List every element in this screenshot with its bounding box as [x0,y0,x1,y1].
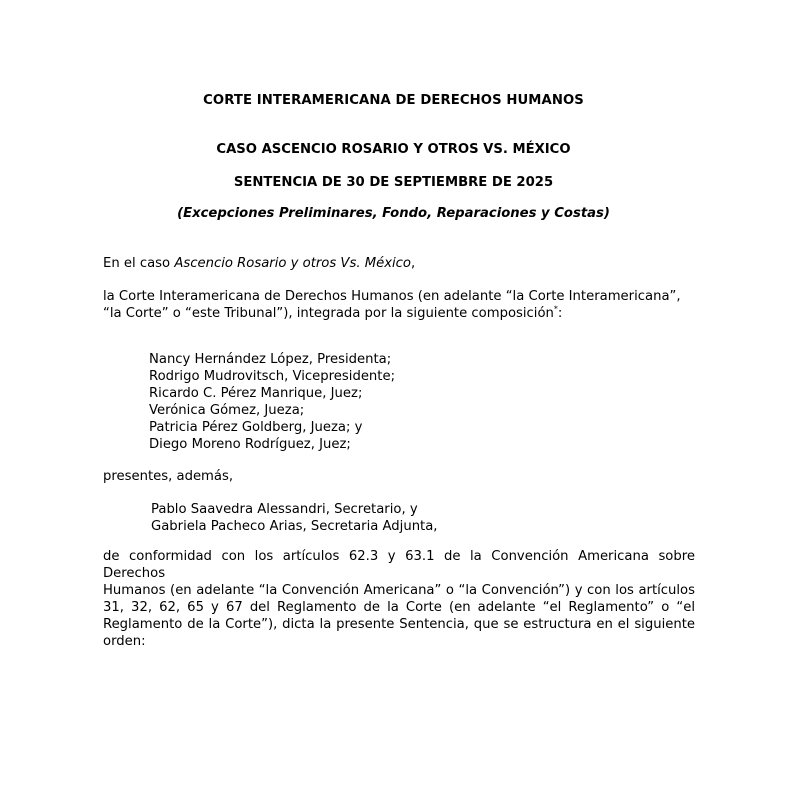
judge-item: Verónica Gómez, Jueza; [149,403,305,418]
conformity-paragraph [103,548,695,650]
conformity-line: Humanos (en adelante “la Convención Americana” o “la Convención”) y con los artículos [103,583,695,598]
judgment-date: SENTENCIA DE 30 DE SEPTIEMBRE DE 2025 [233,175,554,190]
composition-line-1: la Corte Interamericana de Derechos Humanos (en adelante “la Corte Interamericana”, [103,289,681,304]
case-name: Ascencio Rosario y otros Vs. México [174,256,411,271]
secretaries-list [151,501,438,535]
footnote-marker[interactable]: * [553,304,558,314]
case-title: CASO ASCENCIO ROSARIO Y OTROS VS. MÉXICO [216,142,571,157]
judge-item: Nancy Hernández López, Presidenta; [149,352,392,367]
intro-suffix: , [411,256,416,271]
secretary-item: Pablo Saavedra Alessandri, Secretario, y [151,502,418,517]
also-present-text: presentes, además, [103,469,234,484]
composition-paragraph [103,288,695,322]
court-title: CORTE INTERAMERICANA DE DERECHOS HUMANOS [203,93,584,108]
composition-line-2: “la Corte” o “este Tribunal”), integrada por la siguiente composición*: [103,304,563,321]
judges-list [149,351,395,453]
conformity-line: de conformidad con los artículos 62.3 y 63.1 de la Convención Americana sobre Derechos [103,549,695,581]
judge-item: Ricardo C. Pérez Manrique, Juez; [149,386,363,401]
conformity-line: 31, 32, 62, 65 y 67 del Reglamento de la Corte (en adelante “el Reglamento” o “el [103,600,695,615]
intro-paragraph [103,255,695,272]
conformity-line: orden: [103,634,146,649]
judge-item: Rodrigo Mudrovitsch, Vicepresidente; [149,369,396,384]
intro-prefix: En el caso [103,256,175,271]
conformity-line: Reglamento de la Corte”), dicta la presente Sentencia, que se estructura en el siguiente [103,617,695,632]
secretary-item: Gabriela Pacheco Arias, Secretaria Adjunta, [151,519,438,534]
judge-item: Patricia Pérez Goldberg, Jueza; y [149,420,363,435]
judge-item: Diego Moreno Rodríguez, Juez; [149,437,351,452]
judgment-subtitle: (Excepciones Preliminares, Fondo, Reparaciones y Costas) [177,206,610,221]
